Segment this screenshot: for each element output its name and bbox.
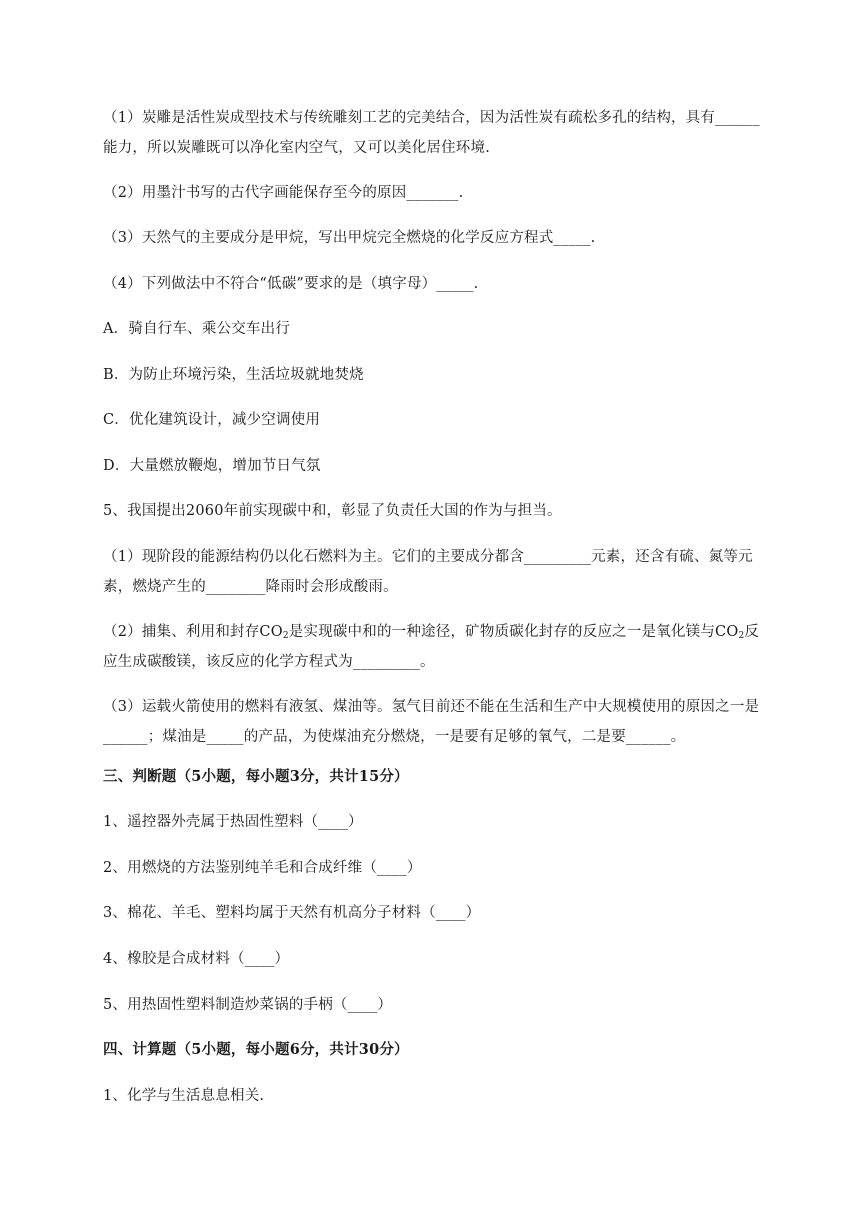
judge-item-2: 2、用燃烧的方法鉴别纯羊毛和合成纤维（____） [103,860,422,876]
q5-part1-line1: （1）现阶段的能源结构仍以化石燃料为主。它们的主要成分都含_________元素，还含有硫、氮等元 [103,549,753,565]
co2-subscript: 2 [282,631,289,641]
q4-part1-line1: （1）炭雕是活性炭成型技术与传统雕刻工艺的完美结合，因为活性炭有疏松多孔的结构，具有______ [103,110,760,126]
q5-part2-text-b: 是实现碳中和的一种途径，矿物质碳化封存的反应之一是氧化镁与CO [288,624,739,640]
calc-item-1: 1、化学与生活息息相关. [103,1088,265,1104]
judge-item-4: 4、橡胶是合成材料（____） [103,951,290,967]
q5-part2-line1 [103,622,759,646]
option-d: D．大量燃放鞭炮，增加节日气氛 [103,458,321,474]
q5-part2-text-c: 反 [744,624,760,640]
judge-item-5: 5、用热固性塑料制造炒菜锅的手柄（____） [103,997,393,1013]
q5-stem: 5、我国提出2060年前实现碳中和，彰显了负责任大国的作为与担当。 [103,503,562,519]
option-c: C．优化建筑设计，减少空调使用 [103,412,321,428]
q5-part3-line1: （3）运载火箭使用的燃料有液氢、煤油等。氢气目前还不能在生活和生产中大规模使用的原因之一是 [103,699,760,715]
q4-part4: （4）下列做法中不符合“低碳”要求的是（填字母）_____. [103,276,479,292]
q5-part2-text-a: （2）捕集、利用和封存CO [103,624,283,640]
judge-item-3: 3、棉花、羊毛、塑料均属于天然有机高分子材料（____） [103,905,481,921]
q5-part2-line2: 应生成碳酸镁，该反应的化学方程式为_________。 [103,654,435,670]
judge-item-1: 1、遥控器外壳属于热固性塑料（____） [103,814,363,830]
option-a: A．骑自行车、乘公交车出行 [103,321,291,337]
co2-subscript: 2 [738,631,745,641]
section3-heading: 三、判断题（5小题，每小题3分，共计15分） [103,768,409,785]
q4-part3: （3）天然气的主要成分是甲烷，写出甲烷完全燃烧的化学反应方程式_____. [103,230,596,246]
section4-heading: 四、计算题（5小题，每小题6分，共计30分） [103,1041,409,1058]
q5-part3-line2: ______；煤油是_____的产品，为使煤油充分燃烧，一是要有足够的氧气，二是要______。 [103,729,686,745]
option-b: B．为防止环境污染，生活垃圾就地焚烧 [103,367,364,383]
q5-part1-line2: 素，燃烧产生的________降雨时会形成酸雨。 [103,579,398,595]
q4-part1-line2: 能力，所以炭雕既可以净化室内空气，又可以美化居住环境. [103,140,491,156]
q4-part2: （2）用墨汁书写的古代字画能保存至今的原因_______. [103,185,464,201]
